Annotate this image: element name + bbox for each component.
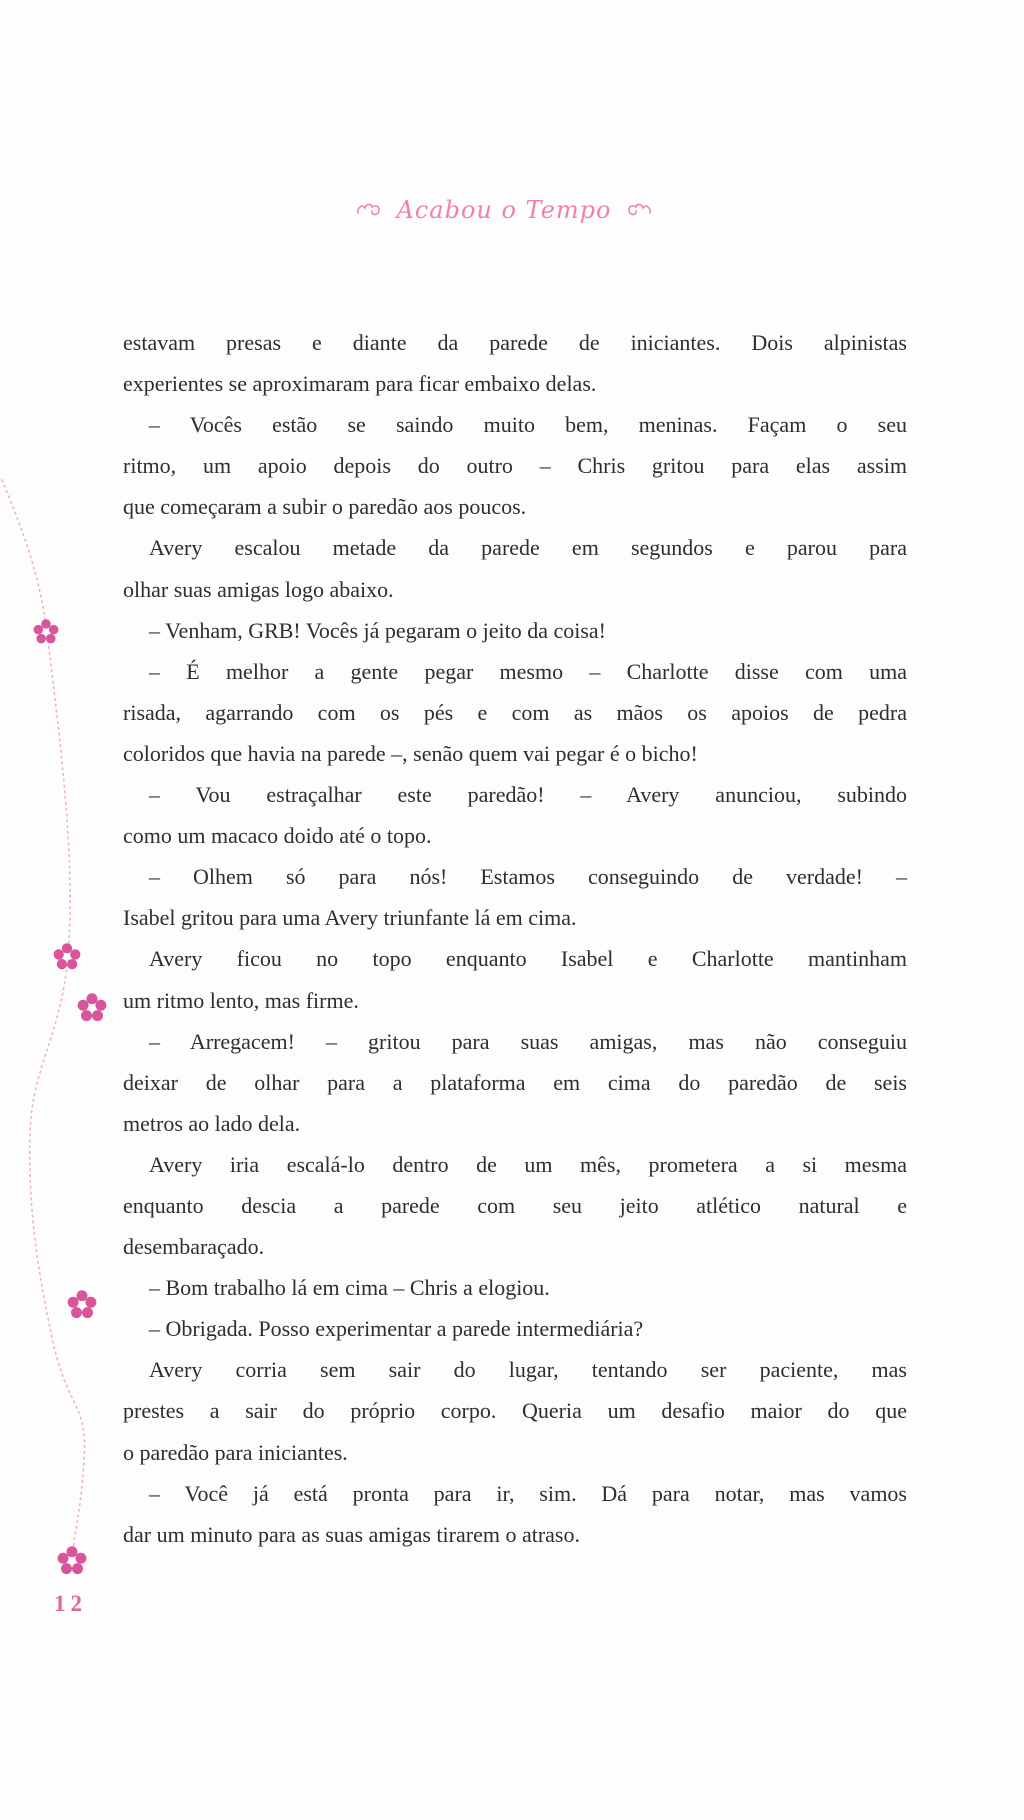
text-line: experientes se aproximaram para ficar embaixo delas. bbox=[123, 371, 597, 397]
flower-icon bbox=[77, 993, 107, 1023]
text-line: – Arregacem! – gritou para suas amigas, mas não conseguiu bbox=[149, 1028, 907, 1054]
flower-icon bbox=[33, 619, 59, 645]
page-number: 12 bbox=[54, 1591, 87, 1616]
text-line: dar um minuto para as suas amigas tirarem o atraso. bbox=[123, 1521, 580, 1547]
header-flourish-right-icon bbox=[627, 202, 651, 218]
text-line: desembaraçado. bbox=[123, 1234, 265, 1260]
text-line: Avery ficou no topo enquanto Isabel e Charlotte mantinham bbox=[149, 946, 907, 972]
text-line: Avery iria escalá-lo dentro de um mês, prometera a si mesma bbox=[149, 1151, 907, 1177]
dotted-vine-curve-icon bbox=[0, 460, 130, 1580]
text-line: – Obrigada. Posso experimentar a parede intermediária? bbox=[149, 1316, 644, 1342]
text-line: – Vou estraçalhar este paredão! – Avery anunciou, subindo bbox=[149, 782, 907, 808]
text-line: – Venham, GRB! Vocês já pegaram o jeito da coisa! bbox=[149, 617, 607, 643]
text-line: um ritmo lento, mas firme. bbox=[123, 987, 359, 1013]
text-line: – Vocês estão se saindo muito bem, meninas. Façam o seu bbox=[149, 412, 907, 438]
text-line: – É melhor a gente pegar mesmo – Charlotte disse com uma bbox=[149, 658, 907, 684]
text-line: enquanto descia a parede com seu jeito atlético natural e bbox=[123, 1192, 907, 1218]
flower-icon bbox=[67, 1290, 97, 1320]
flower-icon bbox=[53, 943, 81, 971]
text-line: olhar suas amigas logo abaixo. bbox=[123, 576, 394, 602]
text-line: coloridos que havia na parede –, senão quem vai pegar é o bicho! bbox=[123, 740, 698, 766]
running-header bbox=[0, 196, 1008, 224]
text-line: ritmo, um apoio depois do outro – Chris gritou para elas assim bbox=[123, 453, 907, 479]
text-line: Isabel gritou para uma Avery triunfante lá em cima. bbox=[123, 905, 577, 931]
text-line: Avery corria sem sair do lugar, tentando ser paciente, mas bbox=[149, 1357, 907, 1383]
text-line: como um macaco doido até o topo. bbox=[123, 823, 432, 849]
text-line: deixar de olhar para a plataforma em cima do paredão de seis bbox=[123, 1069, 907, 1095]
text-line: que começaram a subir o paredão aos poucos. bbox=[123, 494, 527, 520]
text-line: Avery escalou metade da parede em segundos e parou para bbox=[149, 535, 907, 561]
text-line: metros ao lado dela. bbox=[123, 1110, 301, 1136]
text-line: prestes a sair do próprio corpo. Queria um desafio maior do que bbox=[123, 1398, 907, 1424]
text-line: – Olhem só para nós! Estamos conseguindo de verdade! – bbox=[149, 864, 907, 890]
text-line: o paredão para iniciantes. bbox=[123, 1439, 348, 1465]
text-line: – Você já está pronta para ir, sim. Dá para notar, mas vamos bbox=[149, 1480, 907, 1506]
text-line: risada, agarrando com os pés e com as mãos os apoios de pedra bbox=[123, 699, 907, 725]
chapter-running-title: Acabou o Tempo bbox=[396, 196, 612, 224]
flower-icon bbox=[57, 1546, 87, 1576]
body-text bbox=[123, 322, 907, 1555]
header-flourish-left-icon bbox=[357, 202, 381, 218]
text-line: – Bom trabalho lá em cima – Chris a elogiou. bbox=[149, 1275, 550, 1301]
text-line: estavam presas e diante da parede de iniciantes. Dois alpinistas bbox=[123, 330, 907, 355]
